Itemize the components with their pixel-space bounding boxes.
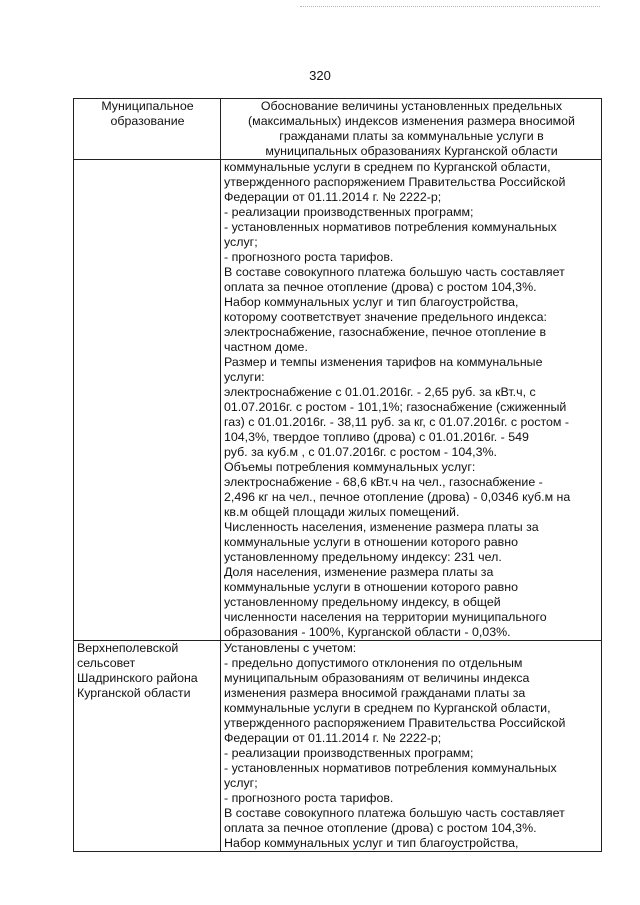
justification-line: численности населения на территории муниципального bbox=[224, 610, 547, 624]
municipality-name-line: Курганской области bbox=[77, 686, 191, 700]
justification-line: В составе совокупного платежа большую часть составляет bbox=[224, 265, 565, 279]
page-number: 320 bbox=[309, 68, 331, 83]
justification-line: Установлены с учетом: bbox=[224, 641, 357, 655]
justification-cell bbox=[221, 160, 602, 641]
justification-line: Набор коммунальных услуг и тип благоустройства, bbox=[224, 295, 519, 309]
justification-line: - установленных нормативов потребления коммунальных bbox=[224, 761, 557, 775]
justification-line: коммунальные услуги в среднем по Курганской области, bbox=[224, 701, 551, 715]
justification-line: руб. за куб.м , с 01.07.2016г. с ростом - 104,3%. bbox=[224, 445, 497, 459]
justification-line: кв.м общей площади жилых помещений. bbox=[224, 505, 460, 519]
municipality-name-line: сельсовет bbox=[77, 656, 136, 670]
header-municipality-line: Муниципальное bbox=[101, 99, 194, 113]
justification-line: Федерации от 01.11.2014 г. № 2222-р; bbox=[224, 190, 442, 204]
table-header-row bbox=[74, 99, 602, 160]
justification-line: - прогнозного роста тарифов. bbox=[224, 250, 394, 264]
justification-line: коммунальные услуги в среднем по Курганской области, bbox=[224, 160, 551, 174]
justification-line: газ) с 01.01.2016г. - 38,11 руб. за кг, с 01.07.2016г. с ростом - bbox=[224, 415, 569, 429]
justification-line: электроснабжение - 68,6 кВт.ч на чел., газоснабжение - bbox=[224, 475, 543, 489]
justification-line: образования - 100%, Курганской области - 0,03%. bbox=[224, 625, 511, 639]
justification-line: Размер и темпы изменения тарифов на коммунальные bbox=[224, 355, 543, 369]
justification-line: электроснабжение с 01.01.2016г. - 2,65 руб. за кВт.ч, с bbox=[224, 385, 536, 399]
municipality-name-line: Шадринского района bbox=[77, 671, 198, 685]
justification-line: утвержденного распоряжением Правительства Российской bbox=[224, 175, 566, 189]
justification-line: услуг; bbox=[224, 235, 258, 249]
header-justification-line: (максимальных) индексов изменения размера вносимой bbox=[248, 114, 575, 128]
justification-line: - установленных нормативов потребления коммунальных bbox=[224, 220, 557, 234]
municipality-cell bbox=[74, 160, 221, 641]
municipality-name-line: Верхнеполевской bbox=[77, 641, 179, 655]
justification-line: коммунальные услуги в отношении которого равно bbox=[224, 580, 518, 594]
justification-line: - реализации производственных программ; bbox=[224, 205, 474, 219]
tariff-index-table bbox=[73, 98, 602, 852]
justification-line: 01.07.2016г. с ростом - 101,1%; газоснабжение (сжиженный bbox=[224, 400, 567, 414]
justification-line: электроснабжение, газоснабжение, печное отопление в bbox=[224, 325, 547, 339]
table-row bbox=[74, 160, 602, 641]
justification-line: Численность населения, изменение размера платы за bbox=[224, 520, 539, 534]
justification-line: коммунальные услуги в отношении которого равно bbox=[224, 535, 518, 549]
header-justification-line: муниципальных образованиях Курганской области bbox=[265, 144, 558, 158]
justification-line: частном доме. bbox=[224, 340, 308, 354]
justification-line: установленному предельному индексу, в общей bbox=[224, 595, 501, 609]
justification-line: Доля населения, изменение размера платы за bbox=[224, 565, 494, 579]
justification-line: Набор коммунальных услуг и тип благоустройства, bbox=[224, 836, 519, 850]
justification-line: утвержденного распоряжением Правительства Российской bbox=[224, 716, 566, 730]
header-municipality-line: образование bbox=[110, 114, 185, 128]
justification-line: - прогнозного роста тарифов. bbox=[224, 791, 394, 805]
justification-line: оплата за печное отопление (дрова) с ростом 104,3%. bbox=[224, 280, 537, 294]
justification-line: Объемы потребления коммунальных услуг: bbox=[224, 460, 476, 474]
municipality-cell bbox=[74, 641, 221, 852]
justification-line: которому соответствует значение предельного индекса: bbox=[224, 310, 547, 324]
justification-line: услуги: bbox=[224, 370, 265, 384]
justification-line: - реализации производственных программ; bbox=[224, 746, 474, 760]
table-row bbox=[74, 641, 602, 852]
justification-line: 104,3%, твердое топливо (дрова) с 01.01.2016г. - 549 bbox=[224, 430, 529, 444]
justification-line: оплата за печное отопление (дрова) с ростом 104,3%. bbox=[224, 821, 537, 835]
justification-cell bbox=[221, 641, 602, 852]
header-justification-line: гражданами платы за коммунальные услуги в bbox=[279, 129, 544, 143]
justification-line: муниципальным образованиям от величины индекса bbox=[224, 671, 530, 685]
header-justification bbox=[221, 99, 602, 160]
justification-line: Федерации от 01.11.2014 г. № 2222-р; bbox=[224, 731, 442, 745]
header-justification-line: Обоснование величины установленных предельных bbox=[260, 99, 563, 113]
header-municipality bbox=[74, 99, 221, 160]
justification-line: изменения размера вносимой гражданами платы за bbox=[224, 686, 526, 700]
scan-artifact bbox=[300, 6, 600, 9]
justification-line: В составе совокупного платежа большую часть составляет bbox=[224, 806, 565, 820]
justification-line: услуг; bbox=[224, 776, 258, 790]
justification-line: установленному предельному индексу: 231 чел. bbox=[224, 550, 502, 564]
justification-line: 2,496 кг на чел., печное отопление (дрова) - 0,0346 куб.м на bbox=[224, 490, 571, 504]
justification-line: - предельно допустимого отклонения по отдельным bbox=[224, 656, 523, 670]
